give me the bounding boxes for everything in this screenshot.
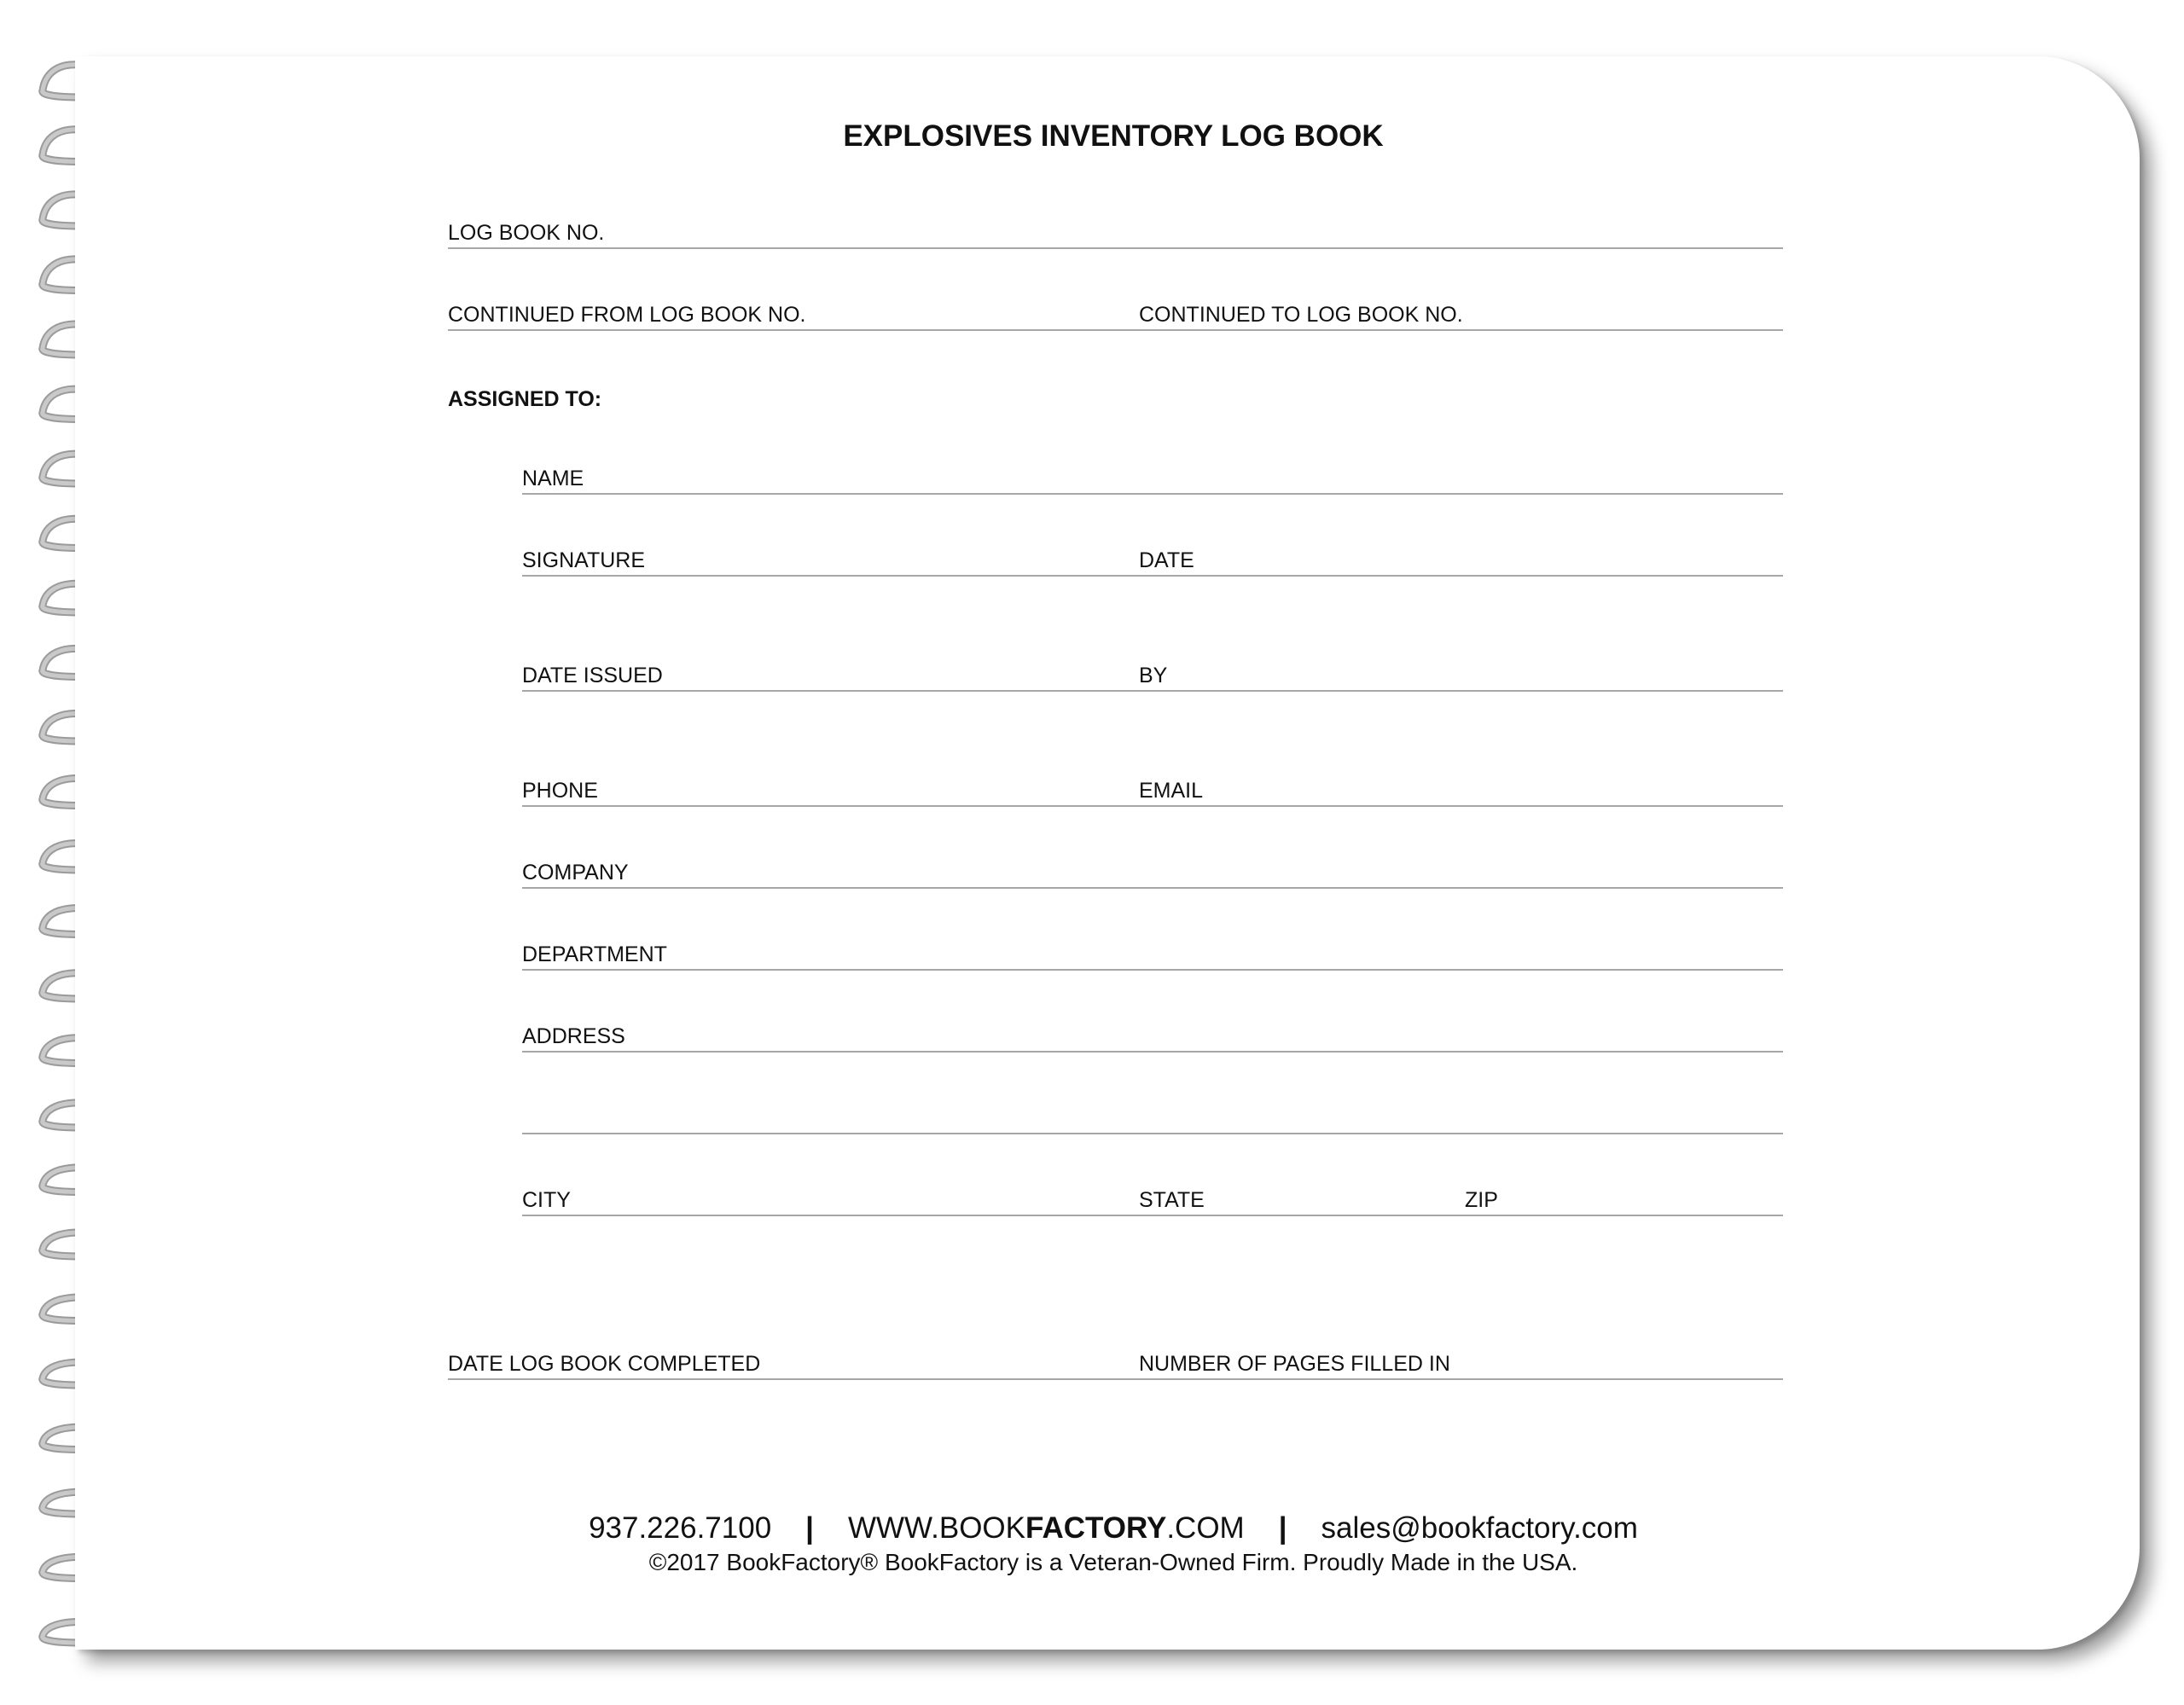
date-completed-field[interactable] <box>448 1337 1139 1380</box>
address-label: ADDRESS <box>522 1024 625 1048</box>
date-label: DATE <box>1139 548 1194 572</box>
log-book-no-field[interactable] <box>448 206 1783 249</box>
footer-website-bold: FACTORY <box>1025 1511 1167 1545</box>
name-label: NAME <box>522 467 584 490</box>
signature-label: SIGNATURE <box>522 548 645 572</box>
phone-field[interactable] <box>522 764 1139 807</box>
department-label: DEPARTMENT <box>522 942 667 966</box>
company-field[interactable] <box>522 846 1783 889</box>
pages-filled-field[interactable] <box>1139 1337 1783 1380</box>
footer-website[interactable] <box>848 1511 1245 1545</box>
city-label: CITY <box>522 1188 571 1212</box>
footer-separator-2: | <box>1278 1511 1287 1545</box>
date-field[interactable] <box>1139 534 1783 577</box>
footer-contact <box>0 1511 2184 1546</box>
footer-phone: 937.226.7100 <box>589 1511 772 1545</box>
footer-website-suffix: .COM <box>1166 1511 1245 1545</box>
footer-separator: | <box>805 1511 814 1545</box>
city-field[interactable] <box>522 1174 1139 1216</box>
email-field[interactable] <box>1139 764 1783 807</box>
company-label: COMPANY <box>522 861 629 884</box>
address-field[interactable] <box>522 1010 1783 1053</box>
date-completed-label: DATE LOG BOOK COMPLETED <box>448 1352 761 1376</box>
phone-label: PHONE <box>522 779 598 803</box>
continued-from-field[interactable] <box>448 288 1139 331</box>
zip-label: ZIP <box>1465 1188 1498 1212</box>
address-line-2-field[interactable] <box>522 1092 1783 1134</box>
signature-field[interactable] <box>522 534 1139 577</box>
zip-field[interactable] <box>1465 1174 1783 1216</box>
continued-to-field[interactable] <box>1139 288 1783 331</box>
by-field[interactable] <box>1139 649 1783 692</box>
continued-to-label: CONTINUED TO LOG BOOK NO. <box>1139 303 1463 327</box>
email-label: EMAIL <box>1139 779 1204 803</box>
date-issued-label: DATE ISSUED <box>522 664 663 687</box>
state-label: STATE <box>1139 1188 1205 1212</box>
pages-filled-label: NUMBER OF PAGES FILLED IN <box>1139 1352 1450 1376</box>
footer-email[interactable]: sales@bookfactory.com <box>1321 1511 1638 1545</box>
footer-copyright: ©2017 BookFactory® BookFactory is a Veteran-Owned Firm. Proudly Made in the USA. <box>648 1549 1578 1575</box>
date-issued-field[interactable] <box>522 649 1139 692</box>
page-title: EXPLOSIVES INVENTORY LOG BOOK <box>843 119 1384 153</box>
department-field[interactable] <box>522 928 1783 971</box>
log-book-no-label: LOG BOOK NO. <box>448 221 605 245</box>
footer-website-prefix: WWW.BOOK <box>847 1511 1026 1545</box>
assigned-to-heading: ASSIGNED TO: <box>448 387 602 411</box>
by-label: BY <box>1139 664 1168 687</box>
continued-from-label: CONTINUED FROM LOG BOOK NO. <box>448 303 806 327</box>
name-field[interactable] <box>522 452 1783 495</box>
state-field[interactable] <box>1139 1174 1465 1216</box>
